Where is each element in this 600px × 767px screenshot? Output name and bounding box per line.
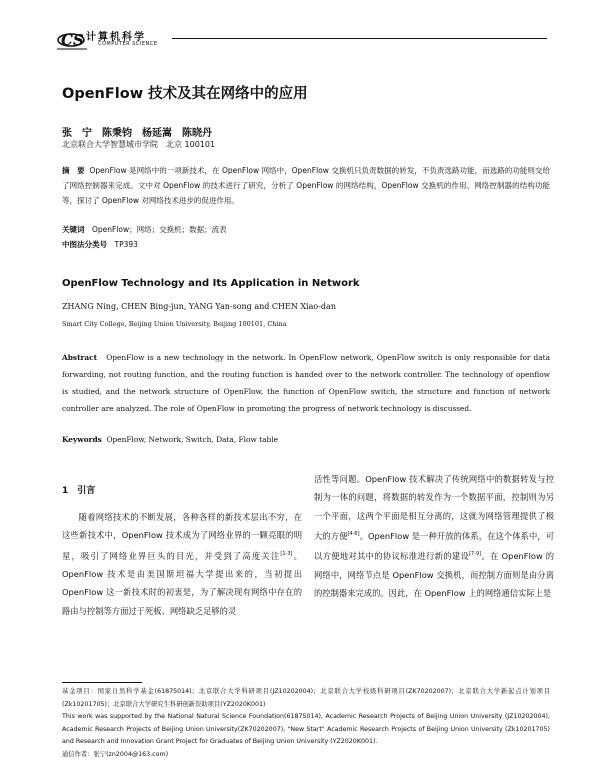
keywords-en	[62, 435, 278, 444]
keywords-cn-text: OpenFlow；网络；交换机；数据；流表	[92, 225, 227, 234]
journal-name: 计算机科学	[86, 32, 146, 43]
intro-column-left	[62, 508, 302, 620]
intro-left-text-2: 。OpenFlow 技术是由美国斯坦福大学提出来的，当初提出 OpenFlow 这一新技术时的初衷是，为了解决现有网络中存在的路由与控制等方面过于死板、网络缺乏足够的灵	[62, 550, 302, 616]
authors-en: ZHANG Ning, CHEN Bing-jun, YANG Yan-song and CHEN Xiao-dan	[62, 302, 336, 311]
intro-right-text-2: 。OpenFlow 是一种开放的体系，在这个体系中，可以方便地对其中的协议标准进行新的建设	[314, 530, 554, 562]
intro-paragraph-1	[62, 508, 302, 620]
intro-column-right	[314, 470, 554, 602]
footnotes	[62, 686, 550, 762]
footnote-rule	[62, 682, 142, 683]
citation-ref: [7-9]	[469, 551, 482, 558]
paper-title-cn: OpenFlow 技术及其在网络中的应用	[62, 86, 308, 102]
intro-right-text-1: 活性等问题。OpenFlow 技术解决了传统网络中的数据转发与控制为一体的问题，将数据的转发作为一个数据平面，控制则为另一个平面，这两个平面是相互分离的，这就为网络管理提供了极大的方便	[314, 474, 554, 541]
footnote-contact: 通信作者：张宁(zn2004@163.com)	[62, 750, 169, 758]
intro-right-text-3: 。在 OpenFlow 的网络中，网络节点是 OpenFlow 交换机，而控制方面则是由分离的控制器来完成的。因此，在 OpenFlow 上的网络通信实际上是	[314, 551, 554, 598]
classification-label: 中图法分类号	[62, 240, 107, 249]
keywords-en-text: OpenFlow, Network, Switch, Data, Flow table	[106, 435, 278, 444]
svg-text:CS: CS	[61, 31, 84, 49]
footnote-cn: 基金项目：国家自然科学基金(61875014)；北京联合大学科研项目(JZ10202004)；北京联合大学校级科研项目(ZK70202007)；北京联合大学新起点计划项目(Zk10201705)；北京联合大学研究生科研创新资助项目(YZ2020K001)	[62, 688, 550, 708]
paper-title-en: OpenFlow Technology and Its Application in Network	[62, 278, 360, 289]
abstract-cn-label: 摘 要	[62, 166, 85, 175]
header-rule	[172, 38, 547, 39]
citation-ref: [4-6]	[347, 531, 360, 538]
keywords-en-label: Keywords	[62, 435, 102, 444]
abstract-en-text: OpenFlow is a new technology in the network. In OpenFlow network, OpenFlow switch is only responsible for data forwarding, not routing function, and the routing function is handed over to the network controller. The technology of openflow is studied, and the network structure of OpenFlow, the function of OpenFlow switch, the structure and function of network controller are analyzed. The role of OpenFlow in promoting the progress of network technology is discussed.	[62, 353, 550, 413]
keywords-cn-label: 关键词	[62, 225, 85, 234]
abstract-cn-text: OpenFlow 是网络中的一项新技术，在 OpenFlow 网络中，OpenFlow 交换机只负责数据的转发，不负责选路功能，而选路的功能则交给了网络控制器来完成。文中对 OpenFlow 的技术进行了研究，分析了 OpenFlow 的网络结构，OpenFlow 交换机的作用、网络控制器的结构功能等，探讨了 OpenFlow 对网络技术进步的促进作用。	[62, 166, 550, 205]
keywords-cn	[62, 224, 227, 235]
intro-left-text: 随着网络技术的不断发展，各种各样的新技术层出不穷，在这些新技术中，OpenFlow 技术成为了网络业界的一颗亮眼的明星，吸引了网络业界巨头的目光，并受到了高度关注	[62, 512, 302, 561]
classification-value: TP393	[114, 240, 138, 249]
section-heading: 1 引言	[62, 486, 96, 496]
affiliation-en: Smart City College, Beijing Union University, Beijing 100101, China	[62, 320, 287, 328]
intro-paragraph-2	[314, 470, 554, 602]
citation-ref: [1-3]	[280, 550, 293, 557]
abstract-cn	[62, 163, 550, 208]
footnote-en: This work was supported by the National Natural Science Foundation(61875014), Academic Research Projects of Beijing Union University (JZ10202004), Academic Research Projects of Beijing Union University(ZK70202007), "New Start" Academic Research Projects of Beijing Union University (Zk10201705) and Research and Innovation Grant Project for Graduates of Beijing Union University (YZ2020K001).	[62, 713, 550, 746]
journal-name-en: COMPUTER SCIENCE	[98, 41, 158, 47]
authors-cn: 张 宁 陈秉钧 杨延嵩 陈晓丹	[62, 128, 212, 139]
abstract-en	[62, 349, 550, 417]
abstract-en-label: Abstract	[62, 353, 98, 362]
classification	[62, 239, 138, 250]
affiliation-cn: 北京联合大学智慧城市学院 北京 100101	[62, 140, 216, 149]
